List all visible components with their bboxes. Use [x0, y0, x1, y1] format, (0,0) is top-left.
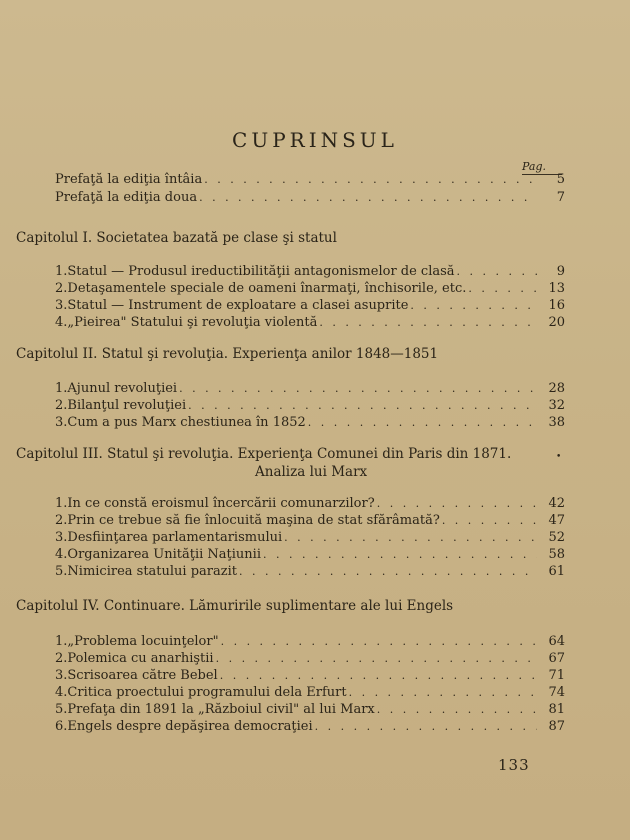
leader-dots	[263, 547, 537, 563]
leader-dots	[349, 685, 537, 701]
toc-entry	[55, 702, 565, 718]
entry-page: 28	[548, 381, 565, 396]
entry-page: 81	[548, 702, 565, 717]
leader-dots	[308, 415, 537, 431]
leader-dots	[410, 298, 537, 314]
entry-text: Nimicirea statului parazit	[67, 564, 237, 579]
leader-dots	[377, 702, 537, 718]
leader-dots	[221, 634, 537, 650]
entry-text: Organizarea Unităţii Naţiunii	[67, 547, 261, 562]
toc-entry	[55, 719, 565, 735]
toc-entry-preface-1	[55, 172, 565, 188]
leader-dots	[239, 564, 537, 580]
leader-dots	[315, 719, 537, 735]
entry-text: Prefaţă la ediţia întâia	[55, 172, 203, 187]
toc-entry	[55, 513, 565, 529]
toc-entry	[55, 651, 565, 667]
leader-dots	[188, 398, 537, 414]
entry-text: Prefaţa din 1891 la „Războiul civil" al lui Marx	[67, 702, 375, 717]
entry-text: „Problema locuinţelor"	[67, 634, 219, 649]
entry-number: 1.	[55, 634, 68, 649]
entry-text: Ajunul revoluţiei	[67, 381, 178, 396]
entry-text: Statul — Produsul ireductibilităţii antagonismelor de clasă	[67, 264, 455, 279]
entry-number: 3.	[55, 415, 68, 430]
margin-mark: •	[556, 452, 562, 462]
entry-page: 20	[548, 315, 565, 330]
entry-text: Engels despre depăşirea democraţiei	[67, 719, 313, 734]
leader-dots	[319, 315, 537, 331]
entry-page: 5	[556, 172, 565, 187]
entry-page: 87	[548, 719, 565, 734]
entry-page: 13	[548, 281, 565, 296]
entry-page: 64	[548, 634, 565, 649]
entry-page: 42	[548, 496, 565, 511]
entry-number: 4.	[55, 315, 68, 330]
entry-number: 1.	[55, 264, 68, 279]
entry-page: 32	[548, 398, 565, 413]
chapter-heading: Capitolul III. Statul şi revoluţia. Experienţa Comunei din Paris din 1871.	[16, 446, 512, 462]
leader-dots	[199, 190, 537, 206]
entry-page: 67	[548, 651, 565, 666]
entry-number: 5.	[55, 702, 68, 717]
entry-number: 2.	[55, 398, 68, 413]
page-column-label: Pag.	[522, 160, 562, 175]
entry-text: Detaşamentele speciale de oameni înarmaţi, închisorile, etc.	[67, 281, 467, 296]
entry-number: 1.	[55, 496, 68, 511]
leader-dots	[216, 651, 537, 667]
entry-text: Critica proectului programului dela Erfurt	[67, 685, 347, 700]
leader-dots	[442, 513, 537, 529]
entry-page: 7	[556, 190, 565, 205]
toc-entry	[55, 398, 565, 414]
entry-text: Prefaţă la ediţia doua	[55, 190, 198, 205]
chapter-heading: Capitolul I. Societatea bazată pe clase şi statul	[16, 230, 337, 246]
chapter-heading: Capitolul IV. Continuare. Lămuririle suplimentare ale lui Engels	[16, 598, 454, 614]
entry-number: 2.	[55, 281, 68, 296]
chapter-heading-line2: Analiza lui Marx	[255, 464, 368, 480]
chapter-heading: Capitolul II. Statul şi revoluţia. Experienţa anilor 1848—1851	[16, 346, 439, 362]
toc-entry	[55, 315, 565, 331]
leader-dots	[179, 381, 537, 397]
leader-dots	[204, 172, 537, 188]
leader-dots	[284, 530, 537, 546]
toc-entry	[55, 281, 565, 297]
entry-number: 2.	[55, 651, 68, 666]
entry-page: 74	[548, 685, 565, 700]
toc-entry	[55, 530, 565, 546]
entry-number: 5.	[55, 564, 68, 579]
entry-number: 4.	[55, 685, 68, 700]
toc-entry	[55, 415, 565, 431]
entry-number: 1.	[55, 381, 68, 396]
entry-number: 3.	[55, 530, 68, 545]
entry-page: 38	[548, 415, 565, 430]
page-number: 133	[498, 756, 530, 774]
toc-entry-preface-2	[55, 190, 565, 206]
toc-entry	[55, 634, 565, 650]
entry-number: 3.	[55, 298, 68, 313]
entry-page: 9	[556, 264, 565, 279]
entry-text: Prin ce trebue să fie înlocuită maşina de stat sfărâmată?	[67, 513, 440, 528]
entry-page: 16	[548, 298, 565, 313]
leader-dots	[220, 668, 537, 684]
entry-number: 6.	[55, 719, 68, 734]
toc-entry	[55, 298, 565, 314]
entry-number: 3.	[55, 668, 68, 683]
toc-entry	[55, 668, 565, 684]
entry-page: 71	[548, 668, 565, 683]
entry-page: 58	[548, 547, 565, 562]
entry-text: Scrisoarea către Bebel	[67, 668, 218, 683]
entry-text: „Pieirea" Statului şi revoluţia violentă	[67, 315, 318, 330]
entry-text: Desfiinţarea parlamentarismului	[67, 530, 283, 545]
leader-dots	[457, 264, 537, 280]
toc-entry	[55, 564, 565, 580]
toc-entry	[55, 381, 565, 397]
entry-page: 61	[548, 564, 565, 579]
entry-text: Statul — Instrument de exploatare a clasei asuprite	[67, 298, 409, 313]
toc-entry	[55, 496, 565, 512]
page-title: CUPRINSUL	[232, 128, 398, 152]
leader-dots	[377, 496, 537, 512]
entry-number: 2.	[55, 513, 68, 528]
toc-entry	[55, 547, 565, 563]
entry-page: 47	[548, 513, 565, 528]
toc-entry	[55, 264, 565, 280]
leader-dots	[468, 281, 537, 297]
entry-text: Bilanţul revoluţiei	[67, 398, 187, 413]
entry-number: 4.	[55, 547, 68, 562]
toc-entry	[55, 685, 565, 701]
entry-text: Cum a pus Marx chestiunea în 1852	[67, 415, 306, 430]
entry-text: Polemica cu anarhiştii	[67, 651, 214, 666]
entry-text: In ce constă eroismul încercării comunarzilor?	[67, 496, 375, 511]
entry-page: 52	[548, 530, 565, 545]
